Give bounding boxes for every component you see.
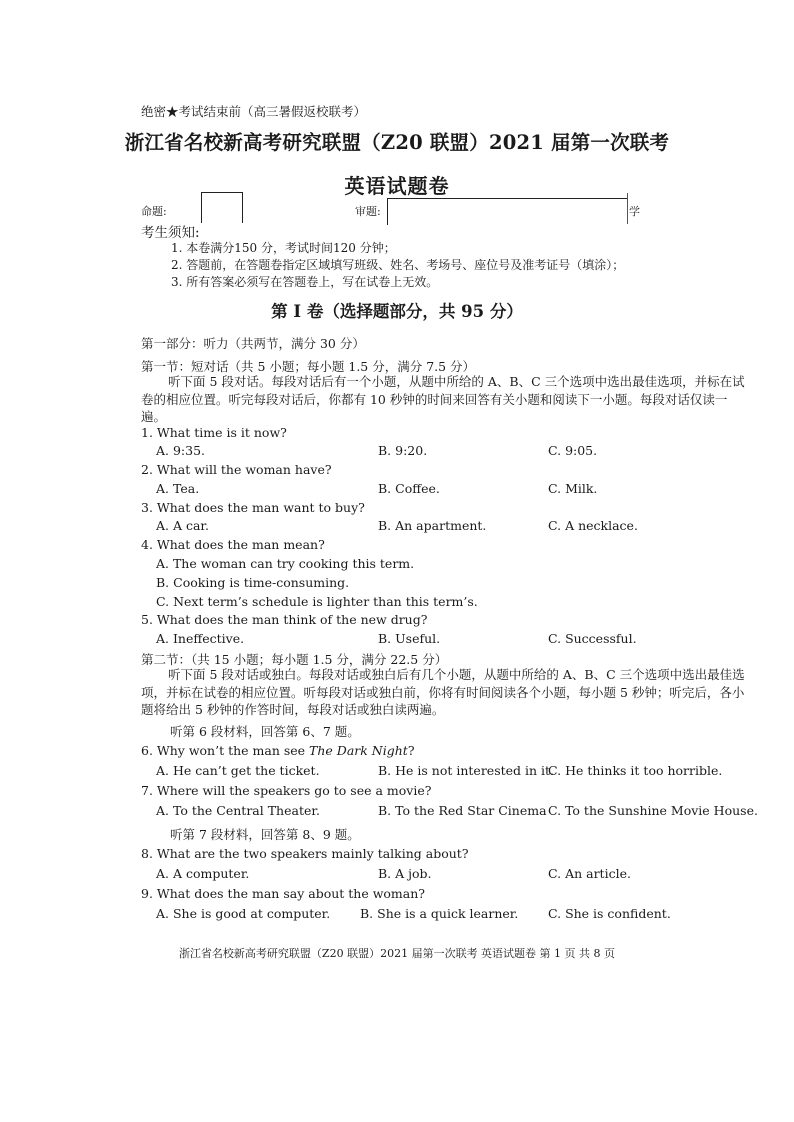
option-c: C. Milk. [548,481,598,496]
option-a: A. 9:35. [156,443,206,458]
option-c: C. To the Sunshine Movie House. [548,803,758,818]
notice-item: 2. 答题前，在答题卷指定区域填写班级、姓名、考场号、座位号及准考证号（填涂）； [171,258,625,272]
question-stem: 5. What does the man think of the new drug? [141,612,428,627]
exam-title: 浙江省名校新高考研究联盟（Z20 联盟）2021 届第一次联考 [124,131,670,154]
notice-item: 3. 所有答案必须写在答题卷上，写在试卷上无效。 [171,275,439,289]
option-a: A. A computer. [156,866,250,881]
material-instruction: 听第 6 段材料，回答第 6、7 题。 [170,724,360,739]
question-stem [141,743,415,758]
option-b: B. To the Red Star Cinema [378,803,547,818]
section-title: 第一节：短对话（共 5 小题；每小题 1.5 分，满分 7.5 分） [141,359,476,374]
option-a: A. Ineffective. [156,631,245,646]
section-title: 第二节：（共 15 小题；每小题 1.5 分，满分 22.5 分） [141,652,448,667]
option-b: B. Useful. [378,631,441,646]
question-stem: 3. What does the man want to buy? [141,500,365,515]
option-b: B. She is a quick learner. [360,906,519,921]
option-c: C. He thinks it too horrible. [548,763,723,778]
question-mark: ? [407,743,415,758]
part-title: 第一部分：听力（共两节，满分 30 分） [141,336,365,351]
question-stem: 8. What are the two speakers mainly talking about? [141,846,469,861]
question-stem: 4. What does the man mean? [141,537,325,552]
option-c: C. An article. [548,866,631,881]
option-c: C. Next term’s schedule is lighter than this term’s. [156,594,478,609]
author-box [201,192,243,223]
section-instructions [141,373,751,426]
section-instructions [141,666,751,719]
option-a: A. The woman can try cooking this term. [156,556,415,571]
reviewer-box-right-edge [627,193,628,224]
option-c: C. 9:05. [548,443,598,458]
option-a: A. She is good at computer. [156,906,331,921]
option-a: A. To the Central Theater. [156,803,320,818]
material-instruction: 听第 7 段材料，回答第 8、9 题。 [170,827,360,842]
option-a: A. He can’t get the ticket. [156,763,320,778]
option-b: B. Cooking is time-consuming. [156,575,350,590]
option-a: A. A car. [156,518,210,533]
option-b: B. An apartment. [378,518,487,533]
option-c: C. She is confident. [548,906,671,921]
question-stem: 7. Where will the speakers go to see a movie? [141,783,432,798]
question-stem-text: 6. Why won’t the man see [141,743,310,758]
option-c: C. A necklace. [548,518,638,533]
movie-title: The Dark Night [309,743,408,758]
page-footer: 浙江省名校新高考研究联盟（Z20 联盟）2021 届第一次联考 英语试题卷 第 1 页 共 8 页 [178,947,616,960]
option-b: B. 9:20. [378,443,428,458]
volume-title: 第 I 卷（选择题部分，共 95 分） [271,302,523,321]
question-stem: 1. What time is it now? [141,425,287,440]
question-stem: 2. What will the woman have? [141,462,332,477]
option-b: B. A job. [378,866,432,881]
author-label: 命题: [141,205,167,218]
section2-instructions-text: 听下面 5 段对话或独白。每段对话或独白后有几个小题，从题中所给的 A、B、C 三个选项中选出最佳选项，并标在试卷的相应位置。听每段对话或独白前，你将有时间阅读各个小题，每小题 5 秒钟；听完后，各小题将给出 5 秒钟的作答时间，每段对话或独白读两遍。 [141,667,745,717]
confidential-line: 绝密★考试结束前（高三暑假返校联考） [141,104,367,119]
notice-title: 考生须知: [141,225,200,241]
question-stem: 9. What does the man say about the woman? [141,886,425,901]
option-c: C. Successful. [548,631,637,646]
reviewer-box [387,198,628,225]
option-b: B. Coffee. [378,481,440,496]
school-label: 学 [629,205,640,218]
notice-item: 1. 本卷满分150 分，考试时间120 分钟； [171,241,396,255]
subject-title: 英语试题卷 [344,174,450,198]
option-a: A. Tea. [156,481,200,496]
option-b: B. He is not interested in it. [378,763,555,778]
reviewer-label: 审题: [355,205,381,218]
section1-instructions-text: 听下面 5 段对话。每段对话后有一个小题，从题中所给的 A、B、C 三个选项中选出最佳选项，并标在试卷的相应位置。听完每段对话后，你都有 10 秒钟的时间来回答有关小题和阅读下一小题。每段对话仅读一遍。 [141,374,745,424]
